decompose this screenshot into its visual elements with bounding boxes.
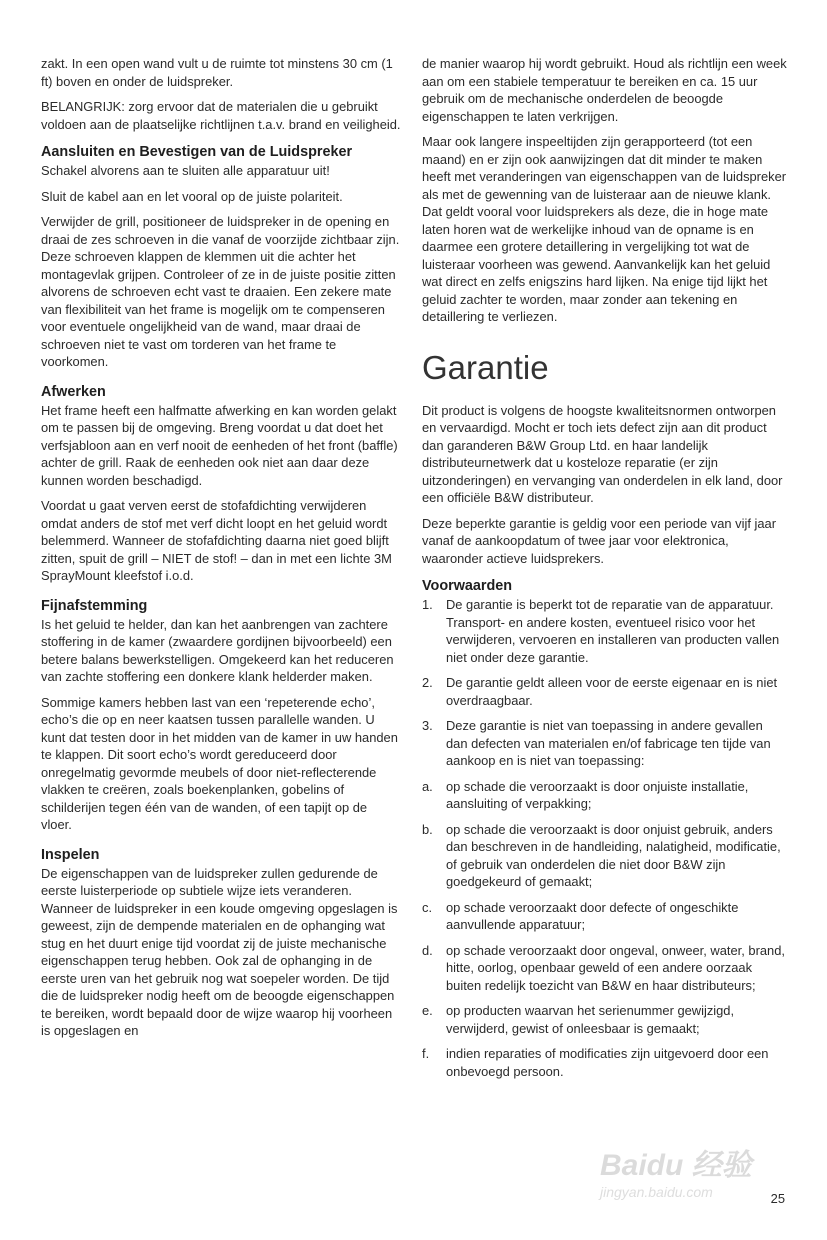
paragraph: Voordat u gaat verven eerst de stofafdichting verwijderen omdat anders de stof met verf dicht loopt en het geluid wordt belemmerd. Wanneer de stofafdichting daarna niet goed blijft zitten, spuit de grill – NIET de stof! – dan in met een lichte 3M SprayMount kleefstof i.o.d.: [41, 498, 392, 583]
list-marker: e.: [422, 1003, 433, 1018]
list-marker: f.: [422, 1046, 430, 1061]
list-item: [422, 1045, 787, 1080]
list-marker: 1.: [422, 597, 433, 612]
section-heading-aansluiten: Aansluiten en Bevestigen van de Luidspreker: [41, 144, 353, 160]
list-item-text: De garantie is beperkt tot de reparatie van de apparatuur. Transport- en andere kosten, eventueel risico voor het verwijderen, vervoeren en installeren van producten vallen niet onder deze garantie.: [446, 597, 780, 665]
paragraph: Verwijder de grill, positioneer de luidspreker in de opening en draai de zes schroeven in die vanaf de voorzijde zichtbaar zijn. Deze schroeven klappen de klemmen uit die achter het montagevlak grijpen. Controleer of ze in de juiste positie zitten alvorens de schroeven echt vast te draaien. Een zekere mate van flexibiliteit van het frame is mogelijk om te compenseren voor eventuele ongelijkheid van de wand, maar draai de schroeven niet te vast om torderen van het frame te voorkomen.: [41, 214, 400, 369]
list-item: [422, 821, 787, 891]
baidu-watermark: [600, 1140, 780, 1200]
list-item-text: op schade veroorzaakt door defecte of ongeschikte aanvullende apparatuur;: [446, 899, 739, 932]
list-item-text: indien reparaties of modificaties zijn uitgevoerd door een onbevoegd persoon.: [446, 1046, 769, 1079]
section-heading-afwerken: Afwerken: [41, 383, 106, 400]
list-marker: 2.: [422, 675, 433, 690]
list-marker: d.: [422, 942, 433, 958]
list-item-text: op schade die veroorzaakt is door onjuist gebruik, anders dan beschreven in de handleiding, nalatigheid, modificatie, of gebruik van onderdelen die niet door B&W zijn goedgekeurd of gemaakt;: [446, 821, 781, 889]
page-heading-garantie: Garantie: [422, 348, 549, 386]
paragraph: Maar ook langere inspeeltijden zijn gerapporteerd (tot een maand) en er zijn ook aanwijzingen dat dit minder te maken heeft met veranderingen van eigenschappen van de luidspreker als met de gewenning van de luisteraar aan de nieuwe klank. Dat geldt vooral voor luidsprekers als deze, die in hoge mate laten horen wat de werkelijke inhoud van de opname is en daarmee een grotere detaillering in vergelijking tot wat de luisteraar voorheen was gewend. Aanvankelijk kan het geluid wat direct en zelfs enigszins hard lijken. Na enige tijd lijkt het geluid zachter te worden, maar zonder aan tekening en detaillering te verliezen.: [422, 134, 787, 324]
list-marker: c.: [422, 899, 433, 915]
list-item: [422, 942, 787, 995]
paragraph: Is het geluid te helder, dan kan het aanbrengen van zachtere stoffering in de kamer (zwaardere gordijnen bijvoorbeeld) een betere balans bewerkstelligen. Omgekeerd kan het reduceren van zachte stoffering een donkere klank helderder maken.: [41, 616, 394, 684]
paragraph: Sluit de kabel aan en let vooral op de juiste polariteit.: [41, 188, 343, 204]
list-item: [422, 1002, 787, 1037]
section-heading-fijnafstemming: Fijnafstemming: [41, 597, 148, 614]
list-item: [422, 596, 787, 666]
paragraph: de manier waarop hij wordt gebruikt. Houd als richtlijn een week aan om een stabiele temperatuur te bereiken en ca. 15 uur gebruik om de mechanische onderdelen de beoogde eigenschappen te laten verkrijgen.: [422, 56, 787, 124]
conditions-list: [422, 596, 787, 1080]
list-item-text: De garantie geldt alleen voor de eerste eigenaar en is niet overdraagbaar.: [446, 675, 778, 708]
paragraph: zakt. In een open wand vult u de ruimte tot minstens 30 cm (1 ft) boven en onder de luidspreker.: [41, 56, 393, 89]
list-item: [422, 674, 787, 709]
paragraph: BELANGRIJK: zorg ervoor dat de materialen die u gebruikt voldoen aan de plaatselijke richtlijnen t.a.v. brand en veiligheid.: [41, 99, 401, 132]
left-column: [41, 55, 401, 1048]
list-item: [422, 899, 787, 934]
page-number: 25: [770, 1191, 785, 1206]
section-heading-voorwaarden: Voorwaarden: [422, 578, 513, 594]
watermark-url: jingyan.baidu.com: [600, 1184, 713, 1200]
list-marker: b.: [422, 821, 433, 837]
list-marker: a.: [422, 778, 433, 794]
list-item: [422, 778, 787, 813]
right-column: [422, 55, 787, 1088]
list-item-text: op producten waarvan het serienummer gewijzigd, verwijderd, gewist of onleesbaar is gemaakt;: [446, 1003, 735, 1036]
paragraph: Deze beperkte garantie is geldig voor een periode van vijf jaar vanaf de aankoopdatum of twee jaar voor elektronica, waaronder actieve luidsprekers.: [422, 515, 776, 566]
section-heading-inspelen: Inspelen: [41, 846, 100, 863]
list-item-text: op schade veroorzaakt door ongeval, onweer, water, brand, hitte, oorlog, openbaar geweld of een andere oorzaak buiten redelijk toezicht van B&W en haar distributeurs;: [446, 942, 785, 993]
list-item-text: Deze garantie is niet van toepassing in andere gevallen dan defecten van materialen en/of fabricage ten tijde van aankoop en is niet van toepassing:: [446, 718, 771, 768]
paragraph: Het frame heeft een halfmatte afwerking en kan worden gelakt om te passen bij de omgeving. Breng voordat u dat doet het verfsjabloon aan en verf nooit de eenheden of het front (baffle) achter de grill. Raak de eenheden ook niet aan daar deze kunnen worden beschadigd.: [41, 402, 398, 488]
paragraph: Sommige kamers hebben last van een ‘repeterende echo’, echo’s die op en neer kaatsen tussen parallelle wanden. U kunt dat testen door in het midden van de kamer in uw handen te klappen. Dit soort echo’s wordt gereduceerd door onregelmatig gevormde meubels of door niet-reflecterende vlakken te creëren, zoals boekenplanken, gobelins of schilderijen tegen één van de wanden, of een tapijt op de vloer.: [41, 694, 398, 832]
list-marker: 3.: [422, 718, 433, 733]
paragraph: Dit product is volgens de hoogste kwaliteitsnormen ontworpen en vervaardigd. Mocht er toch iets defect zijn aan dit product dan garanderen B&W Group Ltd. en haar landelijk distributeurnetwerk dat u kosteloze reparatie (er zijn uitzonderingen) en vervanging van onderdelen in elk land, door een officiële B&W distributeur.: [422, 402, 783, 505]
list-item-text: op schade die veroorzaakt is door onjuiste installatie, aansluiting of verpakking;: [446, 778, 749, 811]
list-item: [422, 717, 787, 770]
paragraph: Schakel alvorens aan te sluiten alle apparatuur uit!: [41, 163, 330, 178]
paragraph: De eigenschappen van de luidspreker zullen gedurende de eerste luisterperiode op subtiele wijze iets veranderen. Wanneer de luidspreker in een koude omgeving opgeslagen is geweest, zijn de dempende materialen en de ophanging wat stug en het duurt enige tijd voordat zij de juiste mechanische eigenschappen terug hebben. Ook zal de ophanging in de eerste uren van het gebruik nog wat soepeler worden. De tijd die de luidspreker nodig heeft om de beoogde eigenschappen te bereiken, wordt bepaald door de wijze waarop hij voorheen is opgeslagen en: [41, 865, 398, 1038]
watermark-logo: Baidu 经验: [600, 1149, 752, 1182]
